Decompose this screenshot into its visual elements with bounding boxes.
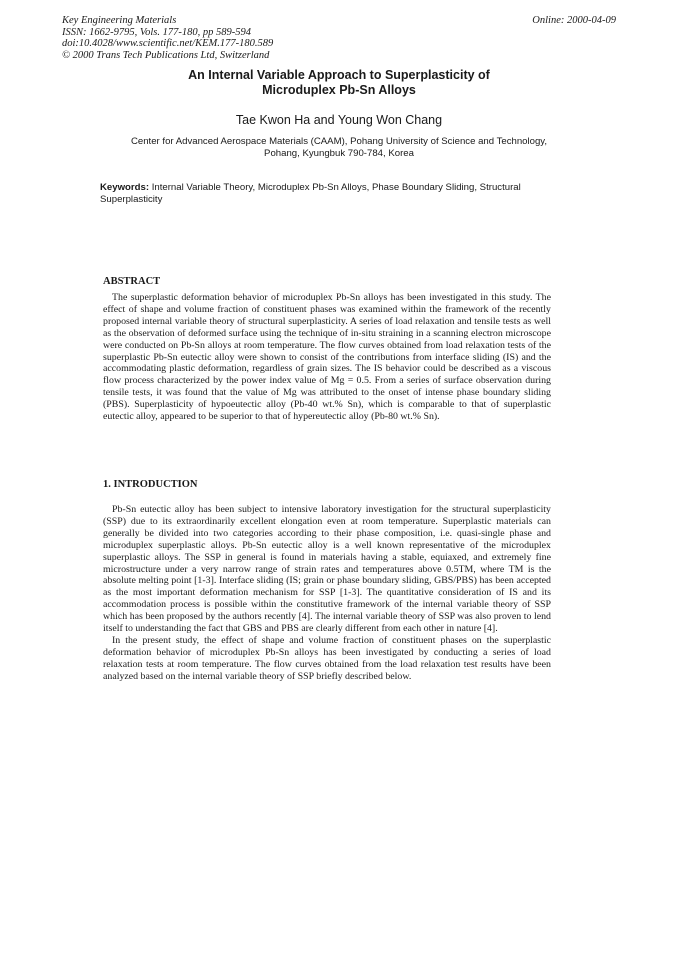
affiliation-line-2: Pohang, Kyungbuk 790-784, Korea [264,148,414,159]
keywords [100,182,570,206]
doi-line: doi:10.4028/www.scientific.net/KEM.177-180.589 [62,38,274,49]
abstract-text: The superplastic deformation behavior of microduplex Pb-Sn alloys has been investigated in this study. The effect of shape and volume fraction of constituent phases was examined within the framework of the recently proposed internal variable theory of structural superplasticity. A series of load relaxation and tensile tests as well as the observation of deformed surface using the technique of in-situ straining in a scanning electron microscope were conducted on Pb-Sn alloys at room temperature. The flow curves obtained from load relaxation tests of the superplastic Pb-Sn eutectic alloy were shown to consist of the contributions from interface sliding (IS) and the accommodating plastic deformation, regardless of grain sizes. The IS behavior could be described as a viscous flow process characterized by the power index value of Mg = 0.5. From a series of surface observation during tensile tests, it was found that the value of Mg was attributed to the onset of intense phase boundary sliding (PBS). Superplasticity of hypoeutectic alloy (Pb-40 wt.% Sn), which is comparable to that of superplastic eutectic alloy, appeared to be superior to that of hypereutectic alloy (Pb-80 wt.% Sn). [103,292,551,423]
abstract-body [103,292,551,423]
keywords-text: Internal Variable Theory, Microduplex Pb-Sn Alloys, Phase Boundary Sliding, Structural Superplasticity [100,182,521,205]
title-line-2: Microduplex Pb-Sn Alloys [262,83,416,97]
authors: Tae Kwon Ha and Young Won Chang [235,113,443,127]
intro-paragraph-2: In the present study, the effect of shape and volume fraction of constituent phases on the superplastic deformation behavior of microduplex Pb-Sn alloys has been investigated by conducting a series of load relaxation tests at room temperature. The flow curves obtained from the load relaxation test results have been analyzed based on the internal variable theory of SSP briefly described below. [103,634,551,682]
intro-paragraph-1: Pb-Sn eutectic alloy has been subject to intensive laboratory investigation for the structural superplasticity (SSP) due to its extraordinarily excellent elongation even at room temperature. Superplastic materials can generally be divided into two categories according to their phase composition, i.e. quasi-single phase and microduplex superplastic alloys. Pb-Sn eutectic alloy is a well known representative of the microduplex superplastic alloys. The SSP in general is found in materials having a stable, equiaxed, and extremely fine microstructure under a very narrow range of strain rates and temperatures above 0.5TM, where TM is the absolute melting point [1-3]. Interface sliding (IS; grain or phase boundary sliding, GBS/PBS) has been accepted as the most important deformation mechanism for SSP [1-3]. The quantitative consideration of IS and its accommodation process is possible within the constitutive framework of the internal variable theory of SSP which has been proposed by the authors recently [4]. The internal variable theory of SSP was also proven to lend itself to understanding the fact that GBS and PBS are clearly different from each other in nature [4]. [103,504,551,635]
affiliation [0,136,678,160]
title-line-1: An Internal Variable Approach to Superplasticity of [188,68,490,82]
journal-header [62,15,273,61]
journal-name: Key Engineering Materials [62,15,177,26]
copyright-line: © 2000 Trans Tech Publications Ltd, Switzerland [62,49,270,61]
online-date: Online: 2000-04-09 [532,15,616,26]
keywords-label: Keywords: [100,182,150,193]
abstract-heading: ABSTRACT [103,276,161,287]
paper-title [0,68,678,98]
issn-line: ISSN: 1662-9795, Vols. 177-180, pp 589-594 [62,26,251,38]
introduction-heading: 1. INTRODUCTION [103,479,198,490]
introduction-body [103,504,551,683]
affiliation-line-1: Center for Advanced Aerospace Materials (CAAM), Pohang University of Science and Technology, [130,136,548,147]
